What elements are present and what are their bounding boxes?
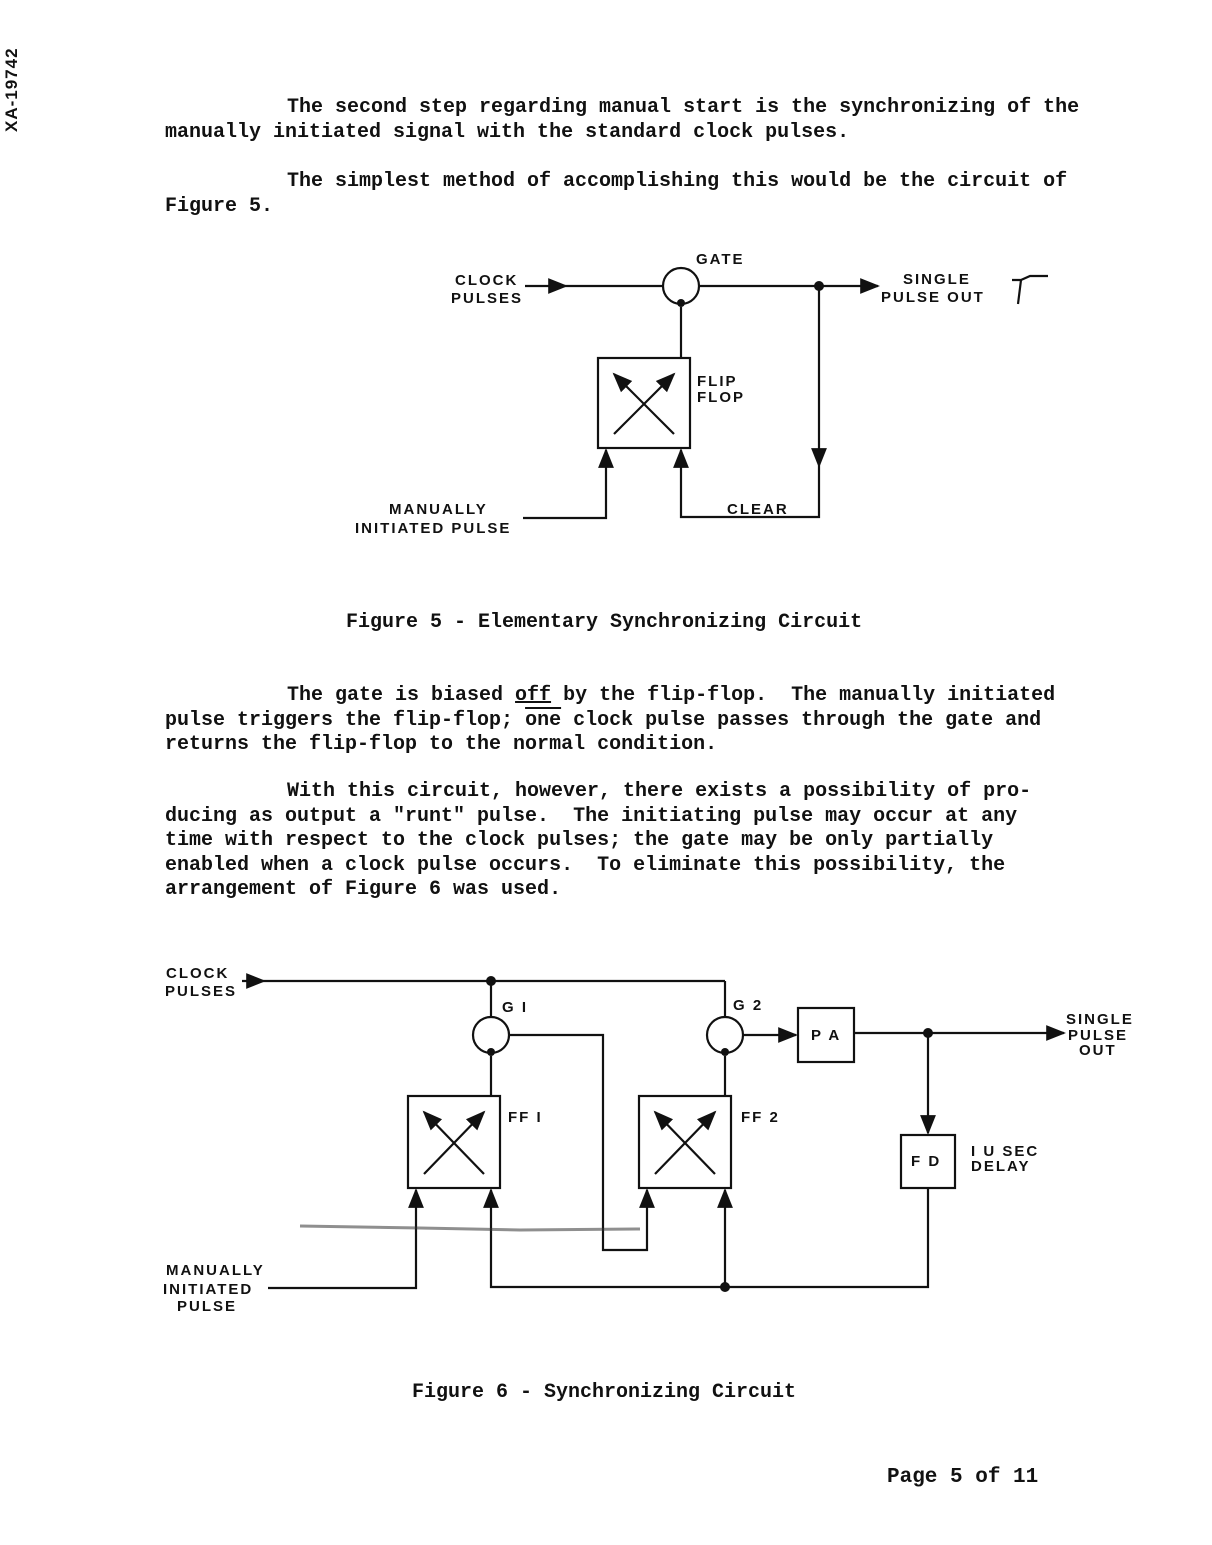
paragraph-2-line-2: Figure 5. xyxy=(165,194,274,218)
fig6-pa-label: P A xyxy=(811,1027,842,1044)
fig5-flip-label: FLIP xyxy=(697,373,738,390)
fig6-clear-junction-dot xyxy=(720,1282,730,1292)
fig5-gate-label: GATE xyxy=(696,251,745,268)
paragraph-4-line-4: enabled when a clock pulse occurs. To eliminate this possibility, the xyxy=(165,853,1006,877)
page-number: Page 5 of 11 xyxy=(887,1466,1039,1489)
fig6-single-label-3: OUT xyxy=(1079,1042,1117,1059)
paragraph-4-line-1: With this circuit, however, there exists a possibility of pro- xyxy=(287,780,1032,803)
paragraph-3-line-2-a: pulse triggers the flip-flop; xyxy=(165,708,526,732)
paragraph-1-line-2: manually initiated signal with the standard clock pulses. xyxy=(165,120,850,144)
fig5-manual-label-1: MANUALLY xyxy=(389,501,488,518)
fig6-single-label-2: PULSE xyxy=(1068,1027,1129,1044)
fig6-g1-output-wire xyxy=(509,1035,647,1250)
paragraph-2-line-1: The simplest method of accomplishing this would be the circuit of xyxy=(287,170,1068,193)
fig5-single-label-1: SINGLE xyxy=(903,271,971,288)
fig6-manual-label-1: MANUALLY xyxy=(166,1262,265,1279)
fig5-clear-label: CLEAR xyxy=(727,501,789,518)
paragraph-1-line-1: The second step regarding manual start is the synchronizing of the xyxy=(287,96,1080,119)
figure-5-caption: Figure 5 - Elementary Synchronizing Circuit xyxy=(346,611,863,634)
fig5-clock-label-2: PULSES xyxy=(451,290,524,307)
fig6-manual-wire xyxy=(268,1190,416,1288)
paragraph-4-line-5: arrangement of Figure 6 was used. xyxy=(165,878,562,901)
paragraph-3-line-1-c: by the flip-flop. The manually initiated xyxy=(551,684,1056,707)
fig5-single-label-2: PULSE OUT xyxy=(881,289,985,306)
fig6-fd-label: F D xyxy=(911,1153,942,1170)
paragraph-3-line-1-a: The gate is biased xyxy=(287,684,516,707)
paragraph-4-line-2: ducing as output a "runt" pulse. The initiating pulse may occur at any xyxy=(165,804,1018,828)
document-id: XA-19742 xyxy=(2,47,21,133)
fig6-clock-label-2: PULSES xyxy=(165,983,238,1000)
fig6-delay-label-2: DELAY xyxy=(971,1158,1031,1175)
fig6-g1-label: G I xyxy=(502,999,529,1016)
figure-6-caption: Figure 6 - Synchronizing Circuit xyxy=(412,1381,797,1404)
fig6-g2-label: G 2 xyxy=(733,997,764,1014)
paragraph-3-line-3: returns the flip-flop to the normal condition. xyxy=(165,733,718,756)
fig5-flop-label: FLOP xyxy=(697,389,745,406)
fig6-clear-wire-ff1 xyxy=(491,1188,928,1287)
fig6-g1-gate-symbol xyxy=(473,1017,509,1053)
fig6-manual-label-3: PULSE xyxy=(177,1298,238,1315)
fig6-manual-label-2: INITIATED xyxy=(163,1281,254,1298)
fig6-clock-label-1: CLOCK xyxy=(166,965,230,982)
fig6-g2-bias-dot xyxy=(721,1048,729,1056)
underlined-off: off xyxy=(515,684,552,707)
fig5-clock-label-1: CLOCK xyxy=(455,272,519,289)
scan-smudge xyxy=(300,1226,640,1230)
fig5-manual-label-2: INITIATED PULSE xyxy=(355,520,512,537)
fig6-single-label-1: SINGLE xyxy=(1066,1011,1134,1028)
fig6-g2-gate-symbol xyxy=(707,1017,743,1053)
fig6-delay-label-1: I U SEC xyxy=(971,1143,1040,1160)
fig6-g1-bias-dot xyxy=(487,1048,495,1056)
paragraph-4-line-3: time with respect to the clock pulses; the gate may be only partially xyxy=(165,829,994,852)
fig6-ff2-label: FF 2 xyxy=(741,1109,780,1126)
paragraph-3-line-2-c: clock pulse passes through the gate and xyxy=(561,708,1042,732)
fig6-ff1-label: FF I xyxy=(508,1109,543,1126)
overlined-one: $\overline{one}$ xyxy=(525,708,562,732)
